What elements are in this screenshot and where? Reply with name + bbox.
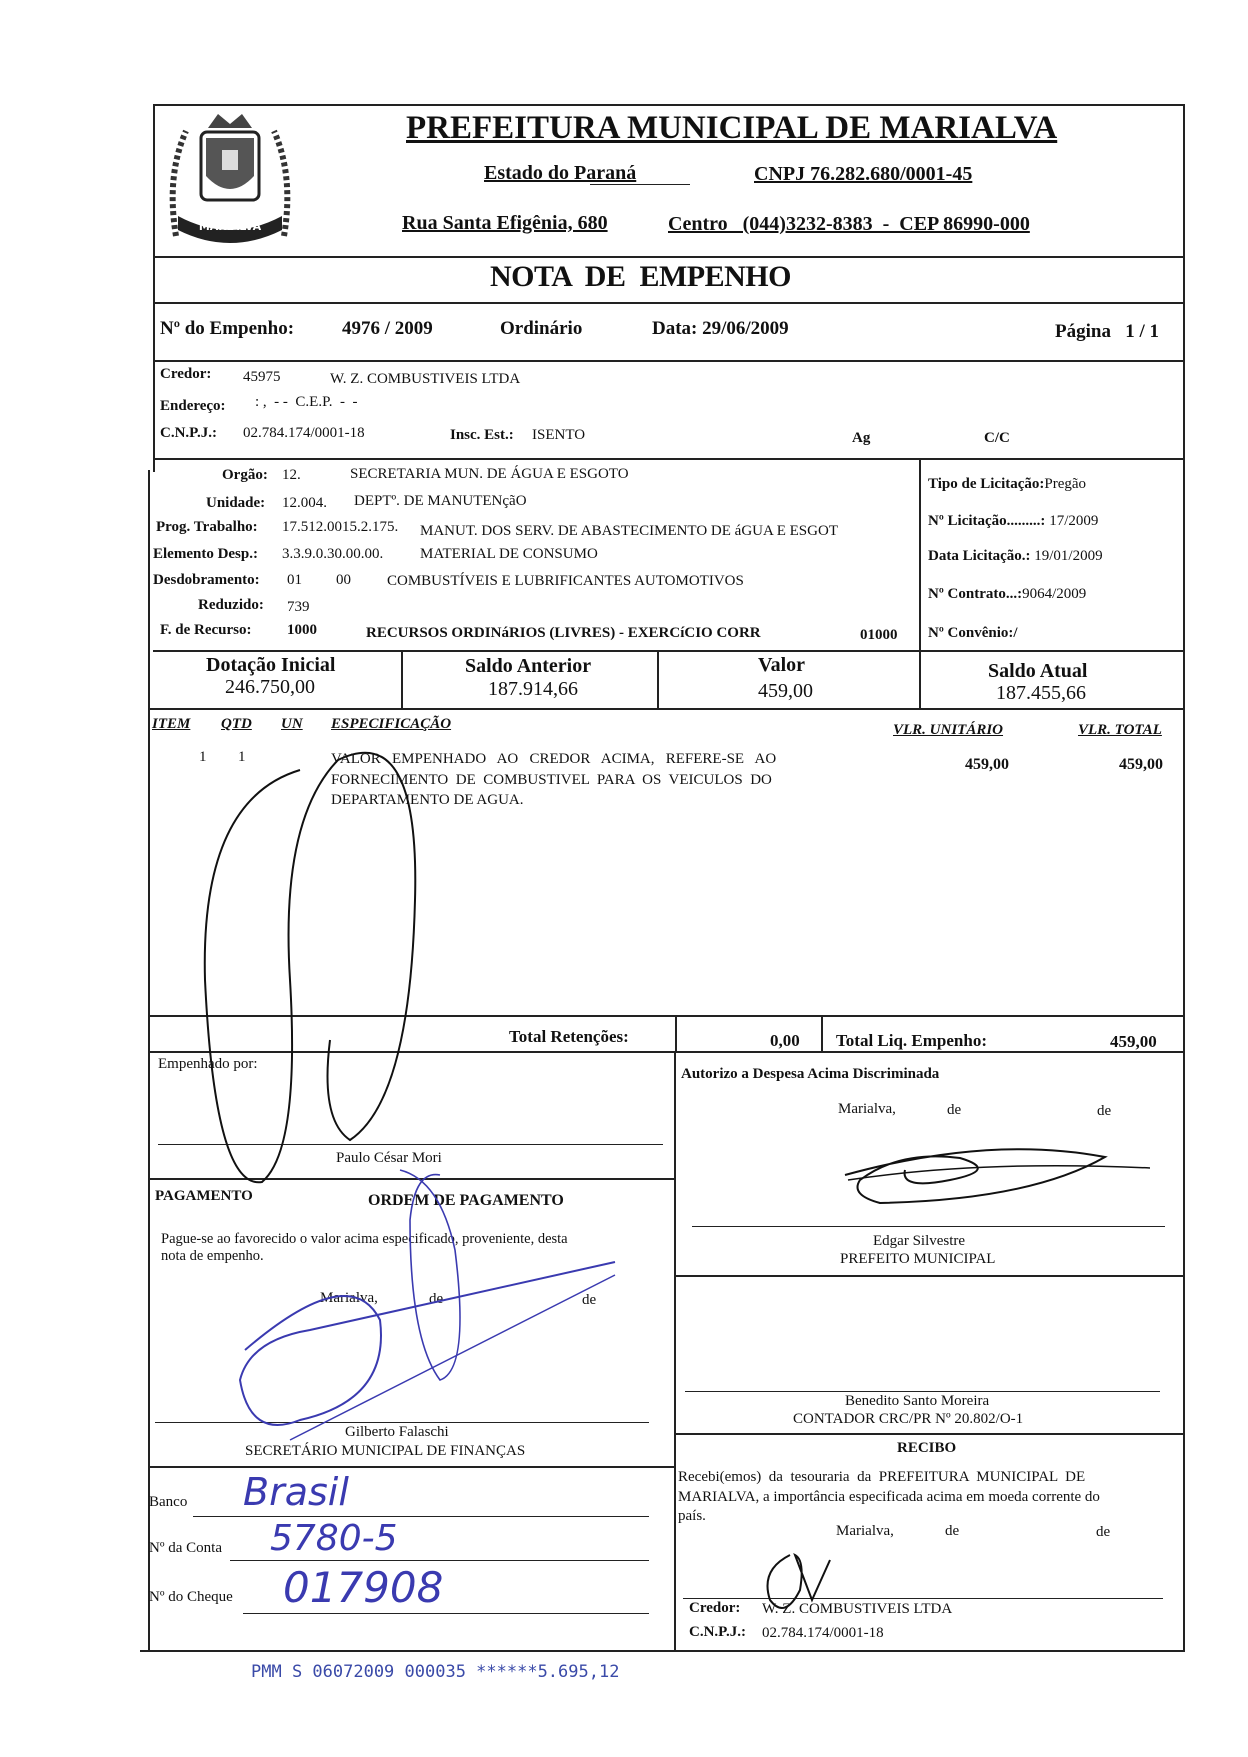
desdobramento-code-2: 00	[336, 572, 351, 588]
elemento-label: Elemento Desp.:	[153, 546, 258, 562]
item-qtd: 1	[238, 749, 246, 765]
unidade-desc: DEPTº. DE MANUTENçãO	[354, 493, 527, 509]
prefeito-title: PREFEITO MUNICIPAL	[840, 1251, 996, 1267]
reduzido-label: Reduzido:	[198, 597, 264, 613]
unidade-label: Unidade:	[206, 495, 266, 511]
svg-text:MARIALVA: MARIALVA	[198, 220, 262, 233]
conta-handwritten: 5780-5	[270, 1518, 398, 1559]
empenhado-por-name: Paulo César Mori	[336, 1150, 442, 1166]
orgao-code: 12.	[282, 467, 301, 483]
contador-title: CONTADOR CRC/PR Nº 20.802/O-1	[793, 1411, 1024, 1427]
total-liquido-label: Total Liq. Empenho:	[836, 1031, 987, 1050]
credor-code: 45975	[243, 369, 281, 385]
recibo-line-3: país.	[678, 1508, 706, 1524]
desdobramento-code-1: 01	[287, 572, 302, 588]
document-title: NOTA DE EMPENHO	[490, 260, 791, 293]
saldo-atual-value: 187.455,66	[996, 682, 1086, 704]
saldo-anterior-label: Saldo Anterior	[465, 655, 592, 677]
cheque-handwritten: 017908	[283, 1563, 444, 1612]
dotacao-inicial-label: Dotação Inicial	[206, 654, 336, 676]
ordem-city: Marialva,	[320, 1290, 378, 1306]
empenho-date: Data: 29/06/2009	[652, 318, 789, 339]
page-title: PREFEITURA MUNICIPAL DE MARIALVA	[406, 110, 1058, 146]
elemento-desc: MATERIAL DE CONSUMO	[420, 546, 598, 562]
credor-cnpj: 02.784.174/0001-18	[243, 425, 365, 441]
saldo-atual-label: Saldo Atual	[988, 660, 1088, 682]
pague-se-line-2: nota de empenho.	[161, 1248, 264, 1264]
total-liquido-value: 459,00	[1110, 1032, 1157, 1051]
item-spec-line-1: VALOR EMPENHADO AO CREDOR ACIMA, REFERE-SE AO	[331, 751, 777, 767]
address-field-label: Endereço:	[160, 398, 226, 414]
orgao-label: Orgão:	[222, 467, 268, 483]
recurso-desc: RECURSOS ORDINáRIOS (LIVRES) - EXERCíCIO CORR	[366, 625, 761, 641]
cheque-label: Nº do Cheque	[149, 1589, 233, 1605]
address-label: Rua Santa Efigênia, 680	[402, 212, 608, 234]
desdobramento-desc: COMBUSTÍVEIS E LUBRIFICANTES AUTOMOTIVOS	[387, 573, 744, 589]
licitacao-date: Data Licitação.: 19/01/2009	[928, 548, 1103, 564]
ordem-de-2: de	[582, 1292, 597, 1308]
col-vlr-unitario: VLR. UNITÁRIO	[893, 722, 1004, 738]
prog-code: 17.512.0015.2.175.	[282, 519, 399, 535]
autorizo-de-2: de	[1097, 1103, 1112, 1119]
item-unit-value: 459,00	[965, 756, 1009, 773]
recurso-label: F. de Recurso:	[160, 622, 252, 638]
col-qtd: QTD	[221, 716, 252, 732]
recibo-cnpj-label: C.N.P.J.:	[689, 1624, 746, 1640]
state-label: Estado do Paraná	[484, 162, 637, 184]
recibo-de-1: de	[945, 1523, 960, 1539]
address-field-value: : , - - C.E.P. - -	[255, 394, 358, 410]
empenho-type: Ordinário	[500, 318, 583, 339]
empenhado-por-label: Empenhado por:	[158, 1056, 258, 1072]
account-label: C/C	[984, 430, 1010, 446]
total-retencoes-label: Total Retenções:	[509, 1027, 629, 1046]
prog-desc: MANUT. DOS SERV. DE ABASTECIMENTO DE áGUA E ESGOT	[420, 523, 838, 539]
col-especificacao: ESPECIFICAÇÃO	[331, 716, 452, 732]
unidade-code: 12.004.	[282, 495, 327, 511]
elemento-code: 3.3.9.0.30.00.00.	[282, 546, 384, 562]
dotacao-inicial-value: 246.750,00	[225, 676, 315, 698]
valor-value: 459,00	[758, 680, 813, 702]
item-total-value: 459,00	[1119, 756, 1163, 773]
col-vlr-total: VLR. TOTAL	[1078, 722, 1162, 738]
contador-name: Benedito Santo Moreira	[845, 1393, 990, 1409]
item-spec-line-3: DEPARTAMENTO DE AGUA.	[331, 792, 524, 808]
valor-label: Valor	[758, 654, 806, 676]
pague-se-line-1: Pague-se ao favorecido o valor acima especificado, proveniente, desta	[161, 1231, 568, 1247]
secretario-title: SECRETÁRIO MUNICIPAL DE FINANÇAS	[245, 1443, 526, 1459]
payment-stamp: PMM S 06072009 000035 ******5.695,12	[251, 1662, 620, 1682]
recibo-title: RECIBO	[897, 1440, 957, 1456]
recibo-line-2: MARIALVA, a importância especificada acima em moeda corrente do	[678, 1489, 1100, 1505]
licitacao-number: Nº Licitação.........: 17/2009	[928, 513, 1099, 529]
municipal-crest	[156, 106, 304, 250]
secretario-name: Gilberto Falaschi	[345, 1424, 449, 1440]
prog-label: Prog. Trabalho:	[156, 519, 258, 535]
recibo-city: Marialva,	[836, 1523, 894, 1539]
recurso-code: 1000	[287, 622, 317, 638]
recurso-code-2: 01000	[860, 627, 898, 643]
item-spec-line-2: FORNECIMENTO DE COMBUSTIVEL PARA OS VEICULOS DO	[331, 772, 772, 788]
cnpj-label: CNPJ 76.282.680/0001-45	[754, 163, 973, 185]
ordem-pagamento-title: ORDEM DE PAGAMENTO	[368, 1192, 564, 1209]
ordem-de-1: de	[429, 1291, 444, 1307]
banco-handwritten: Brasil	[243, 1470, 349, 1514]
autorizo-de-1: de	[947, 1102, 962, 1118]
empenho-number-label: Nº do Empenho:	[160, 318, 295, 339]
desdobramento-label: Desdobramento:	[153, 572, 260, 588]
contact-label: Centro (044)3232-8383 - CEP 86990-000	[668, 213, 1030, 235]
total-retencoes-value: 0,00	[770, 1031, 800, 1050]
autorizo-label: Autorizo a Despesa Acima Discriminada	[681, 1066, 940, 1082]
saldo-anterior-value: 187.914,66	[488, 678, 578, 700]
contrato-number: Nº Contrato...:9064/2009	[928, 586, 1087, 602]
autorizo-city: Marialva,	[838, 1101, 896, 1117]
recibo-line-1: Recebi(emos) da tesouraria da PREFEITURA MUNICIPAL DE	[678, 1469, 1086, 1485]
recibo-cnpj-value: 02.784.174/0001-18	[762, 1625, 884, 1641]
credor-cnpj-label: C.N.P.J.:	[160, 425, 217, 441]
conta-label: Nº da Conta	[149, 1540, 222, 1556]
licitacao-type-label: Tipo de Licitação:Pregão	[928, 476, 1087, 492]
credor-label: Credor:	[160, 366, 212, 382]
banco-label: Banco	[149, 1494, 188, 1510]
orgao-desc: SECRETARIA MUN. DE ÁGUA E ESGOTO	[350, 466, 629, 482]
convenio-number: Nº Convênio:/	[928, 625, 1018, 641]
agency-label: Ag	[852, 430, 871, 446]
recibo-credor-label: Credor:	[689, 1600, 741, 1616]
recibo-de-2: de	[1096, 1524, 1111, 1540]
recibo-credor-value: W. Z. COMBUSTIVEIS LTDA	[762, 1601, 953, 1617]
pagamento-title: PAGAMENTO	[155, 1188, 253, 1204]
empenho-number: 4976 / 2009	[342, 318, 433, 339]
col-un: UN	[281, 716, 303, 732]
credor-name: W. Z. COMBUSTIVEIS LTDA	[330, 371, 521, 387]
item-number: 1	[199, 749, 207, 765]
insc-label: Insc. Est.:	[450, 427, 514, 443]
page-number: Página 1 / 1	[1055, 321, 1159, 342]
insc-value: ISENTO	[532, 427, 586, 443]
prefeito-name: Edgar Silvestre	[873, 1233, 966, 1249]
reduzido-value: 739	[287, 599, 310, 615]
col-item: ITEM	[152, 716, 191, 732]
